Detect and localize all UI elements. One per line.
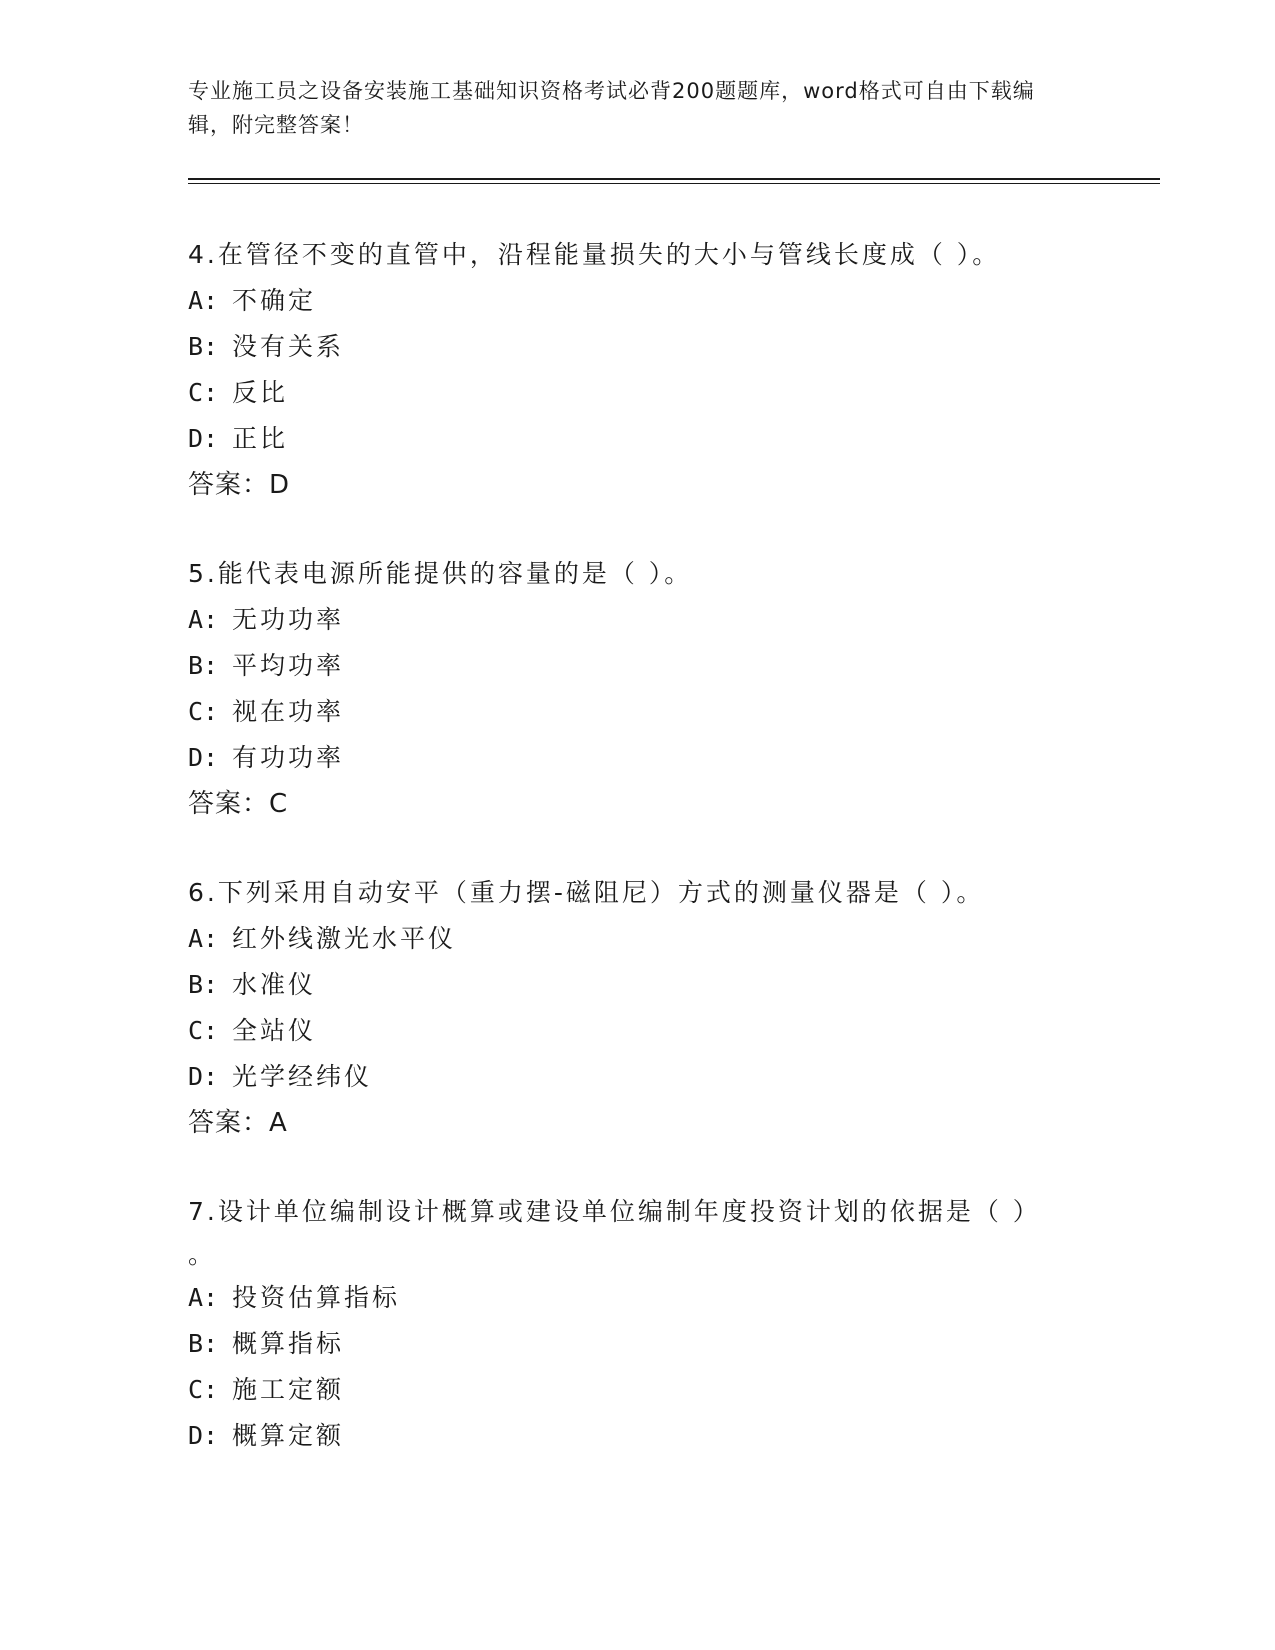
header-rule-thick: [188, 178, 1160, 180]
option-label: A:: [188, 1283, 219, 1312]
option-text: 有功功率: [232, 743, 345, 772]
option-label: D:: [188, 1421, 219, 1450]
option-text: 投资估算指标: [232, 1283, 401, 1312]
option-c: [188, 1367, 1088, 1413]
option-label: C:: [188, 378, 219, 407]
question-text: 7.设计单位编制设计概算或建设单位编制年度投资计划的依据是（ ）: [188, 1197, 1041, 1226]
option-text: 施工定额: [232, 1375, 345, 1404]
option-label: B:: [188, 332, 219, 361]
option-d: [188, 416, 1088, 462]
option-a: [188, 916, 1088, 962]
option-label: D:: [188, 743, 219, 772]
option-d: [188, 735, 1088, 781]
option-label: B:: [188, 970, 219, 999]
option-a: [188, 278, 1088, 324]
option-b: [188, 324, 1088, 370]
option-text: 平均功率: [232, 651, 345, 680]
option-d: [188, 1413, 1088, 1459]
option-c: [188, 1008, 1088, 1054]
option-b: [188, 643, 1088, 689]
question-text: 6.下列采用自动安平（重力摆-磁阻尼）方式的测量仪器是（ ）。: [188, 878, 985, 907]
answer-line: 答案：D: [188, 470, 291, 500]
option-text: 水准仪: [232, 970, 317, 999]
option-text: 无功功率: [232, 605, 345, 634]
option-label: B:: [188, 1329, 219, 1358]
option-label: D:: [188, 424, 219, 453]
option-label: A:: [188, 924, 219, 953]
option-a: [188, 1275, 1088, 1321]
question-7: [188, 1189, 1088, 1459]
question-4: [188, 232, 1088, 508]
question-text: 4.在管径不变的直管中，沿程能量损失的大小与管线长度成（ ）。: [188, 240, 1001, 269]
question-text: 5.能代表电源所能提供的容量的是（ ）。: [188, 559, 693, 588]
option-label: D:: [188, 1062, 219, 1091]
option-text: 反比: [232, 378, 289, 407]
option-label: C:: [188, 1375, 219, 1404]
option-text: 全站仪: [232, 1016, 317, 1045]
option-text: 红外线激光水平仪: [232, 924, 457, 953]
question-5: [188, 551, 1088, 827]
answer-line: 答案：C: [188, 789, 289, 819]
answer-line: 答案：A: [188, 1108, 288, 1138]
header-rule-thin: [188, 183, 1160, 184]
option-text: 不确定: [232, 286, 317, 315]
document-header: 专业施工员之设备安装施工基础知识资格考试必背200题题库，word格式可自由下载编辑，附完整答案！: [188, 79, 1035, 137]
option-label: C:: [188, 697, 219, 726]
question-6: [188, 870, 1088, 1146]
option-d: [188, 1054, 1088, 1100]
option-c: [188, 689, 1088, 735]
option-text: 概算指标: [232, 1329, 345, 1358]
option-b: [188, 962, 1088, 1008]
option-a: [188, 597, 1088, 643]
option-label: A:: [188, 605, 219, 634]
option-label: C:: [188, 1016, 219, 1045]
option-b: [188, 1321, 1088, 1367]
option-text: 光学经纬仪: [232, 1062, 373, 1091]
option-text: 没有关系: [232, 332, 345, 361]
option-c: [188, 370, 1088, 416]
question-text-continued: 。: [188, 1240, 217, 1269]
option-text: 概算定额: [232, 1421, 345, 1450]
option-label: B:: [188, 651, 219, 680]
option-text: 正比: [232, 424, 289, 453]
option-text: 视在功率: [232, 697, 345, 726]
option-label: A:: [188, 286, 219, 315]
